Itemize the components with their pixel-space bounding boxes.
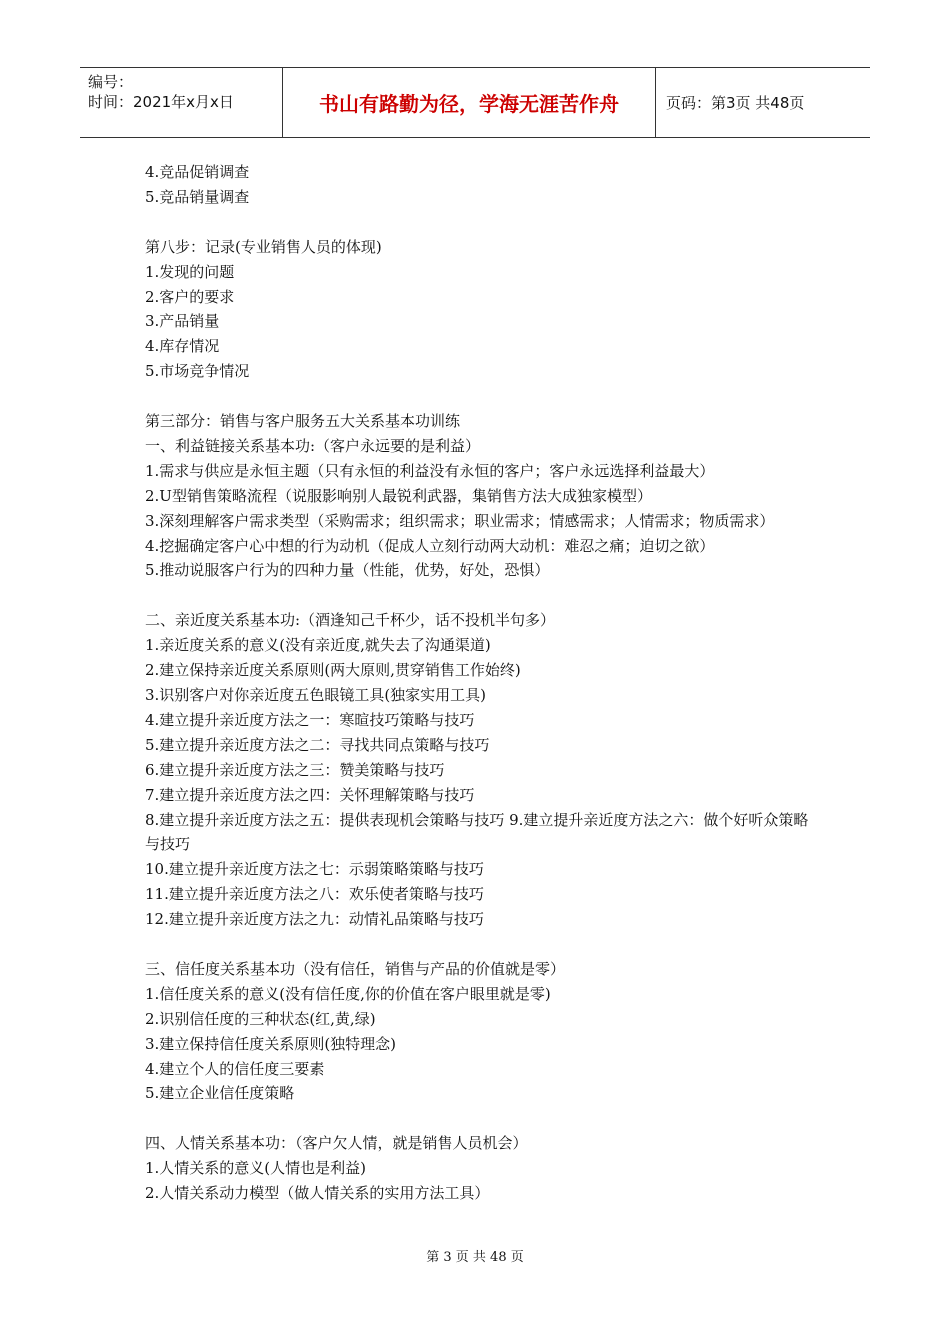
body-line: 5.竞品销量调查 bbox=[145, 187, 250, 206]
body-line: 5.建立提升亲近度方法之二：寻找共同点策略与技巧 bbox=[145, 735, 490, 754]
paragraph-gap bbox=[145, 583, 810, 608]
body-line: 1.信任度关系的意义(没有信任度,你的价值在客户眼里就是零) bbox=[145, 984, 551, 1003]
body-line: 3.识别客户对你亲近度五色眼镜工具(独家实用工具) bbox=[145, 685, 487, 704]
page-header bbox=[80, 67, 870, 138]
document-number-label: 编号： bbox=[88, 73, 134, 91]
body-line: 6.建立提升亲近度方法之三：赞美策略与技巧 bbox=[145, 760, 445, 779]
body-line: 8.建立提升亲近度方法之五：提供表现机会策略与技巧 9.建立提升亲近度方法之六：做个好听众策略与技巧 bbox=[145, 810, 809, 854]
body-line: 2.U型销售策略流程（说服影响别人最锐利武器，集销售方法大成独家模型） bbox=[145, 486, 652, 505]
body-line: 3.产品销量 bbox=[145, 312, 220, 331]
body-line: 11.建立提升亲近度方法之八：欢乐使者策略与技巧 bbox=[145, 885, 484, 904]
body-line: 第八步：记录(专业销售人员的体现) bbox=[145, 237, 382, 256]
body-line: 1.发现的问题 bbox=[145, 262, 235, 281]
body-line: 2.人情关系动力模型（做人情关系的实用方法工具） bbox=[145, 1184, 490, 1203]
body-line: 5.市场竞争情况 bbox=[145, 362, 250, 381]
body-line: 第三部分：销售与客户服务五大关系基本功训练 bbox=[145, 412, 461, 431]
body-line: 7.建立提升亲近度方法之四：关怀理解策略与技巧 bbox=[145, 785, 475, 804]
page-footer: 第 3 页 共 48 页 bbox=[426, 1250, 524, 1265]
body-line: 三、信任度关系基本功（没有信任，销售与产品的价值就是零） bbox=[145, 959, 566, 978]
body-line: 4.库存情况 bbox=[145, 337, 220, 356]
document-body bbox=[145, 160, 810, 1206]
body-line: 5.建立企业信任度策略 bbox=[145, 1084, 295, 1103]
header-motto: 书山有路勤为径，学海无涯苦作舟 bbox=[282, 68, 656, 137]
body-line: 二、亲近度关系基本功:（酒逢知己千杯少，话不投机半句多） bbox=[145, 611, 556, 630]
body-line: 1.亲近度关系的意义(没有亲近度,就失去了沟通渠道) bbox=[145, 636, 491, 655]
body-line: 4.建立提升亲近度方法之一：寒暄技巧策略与技巧 bbox=[145, 710, 475, 729]
body-line: 四、人情关系基本功：（客户欠人情，就是销售人员机会） bbox=[145, 1134, 528, 1153]
body-line: 2.建立保持亲近度关系原则(两大原则,贯穿销售工作始终) bbox=[145, 661, 521, 680]
paragraph-gap bbox=[145, 1106, 810, 1131]
body-line: 10.建立提升亲近度方法之七：示弱策略策略与技巧 bbox=[145, 860, 484, 879]
paragraph-gap bbox=[145, 932, 810, 957]
body-line: 1.人情关系的意义(人情也是利益) bbox=[145, 1159, 367, 1178]
paragraph-gap bbox=[145, 210, 810, 235]
header-page-label: 页码：第3页 共48页 bbox=[666, 94, 805, 112]
paragraph-gap bbox=[145, 384, 810, 409]
body-line: 5.推动说服客户行为的四种力量（性能，优势，好处，恐惧） bbox=[145, 561, 550, 580]
body-line: 4.挖掘确定客户心中想的行为动机（促成人立刻行动两大动机：难忍之痛；迫切之欲） bbox=[145, 536, 715, 555]
header-meta bbox=[80, 68, 282, 137]
document-date-label: 时间：2021年x月x日 bbox=[88, 93, 234, 111]
body-line: 12.建立提升亲近度方法之九：动情礼品策略与技巧 bbox=[145, 910, 484, 929]
body-line: 2.识别信任度的三种状态(红,黄,绿) bbox=[145, 1009, 376, 1028]
body-line: 3.深刻理解客户需求类型（采购需求；组织需求；职业需求；情感需求；人情需求；物质需求） bbox=[145, 511, 775, 530]
body-line: 2.客户的要求 bbox=[145, 287, 235, 306]
body-line: 3.建立保持信任度关系原则(独特理念) bbox=[145, 1034, 397, 1053]
body-line: 一、利益链接关系基本功:（客户永远要的是利益） bbox=[145, 436, 481, 455]
body-line: 1.需求与供应是永恒主题（只有永恒的利益没有永恒的客户；客户永远选择利益最大） bbox=[145, 461, 715, 480]
body-line: 4.竞品促销调查 bbox=[145, 163, 250, 181]
body-line: 4.建立个人的信任度三要素 bbox=[145, 1059, 325, 1078]
